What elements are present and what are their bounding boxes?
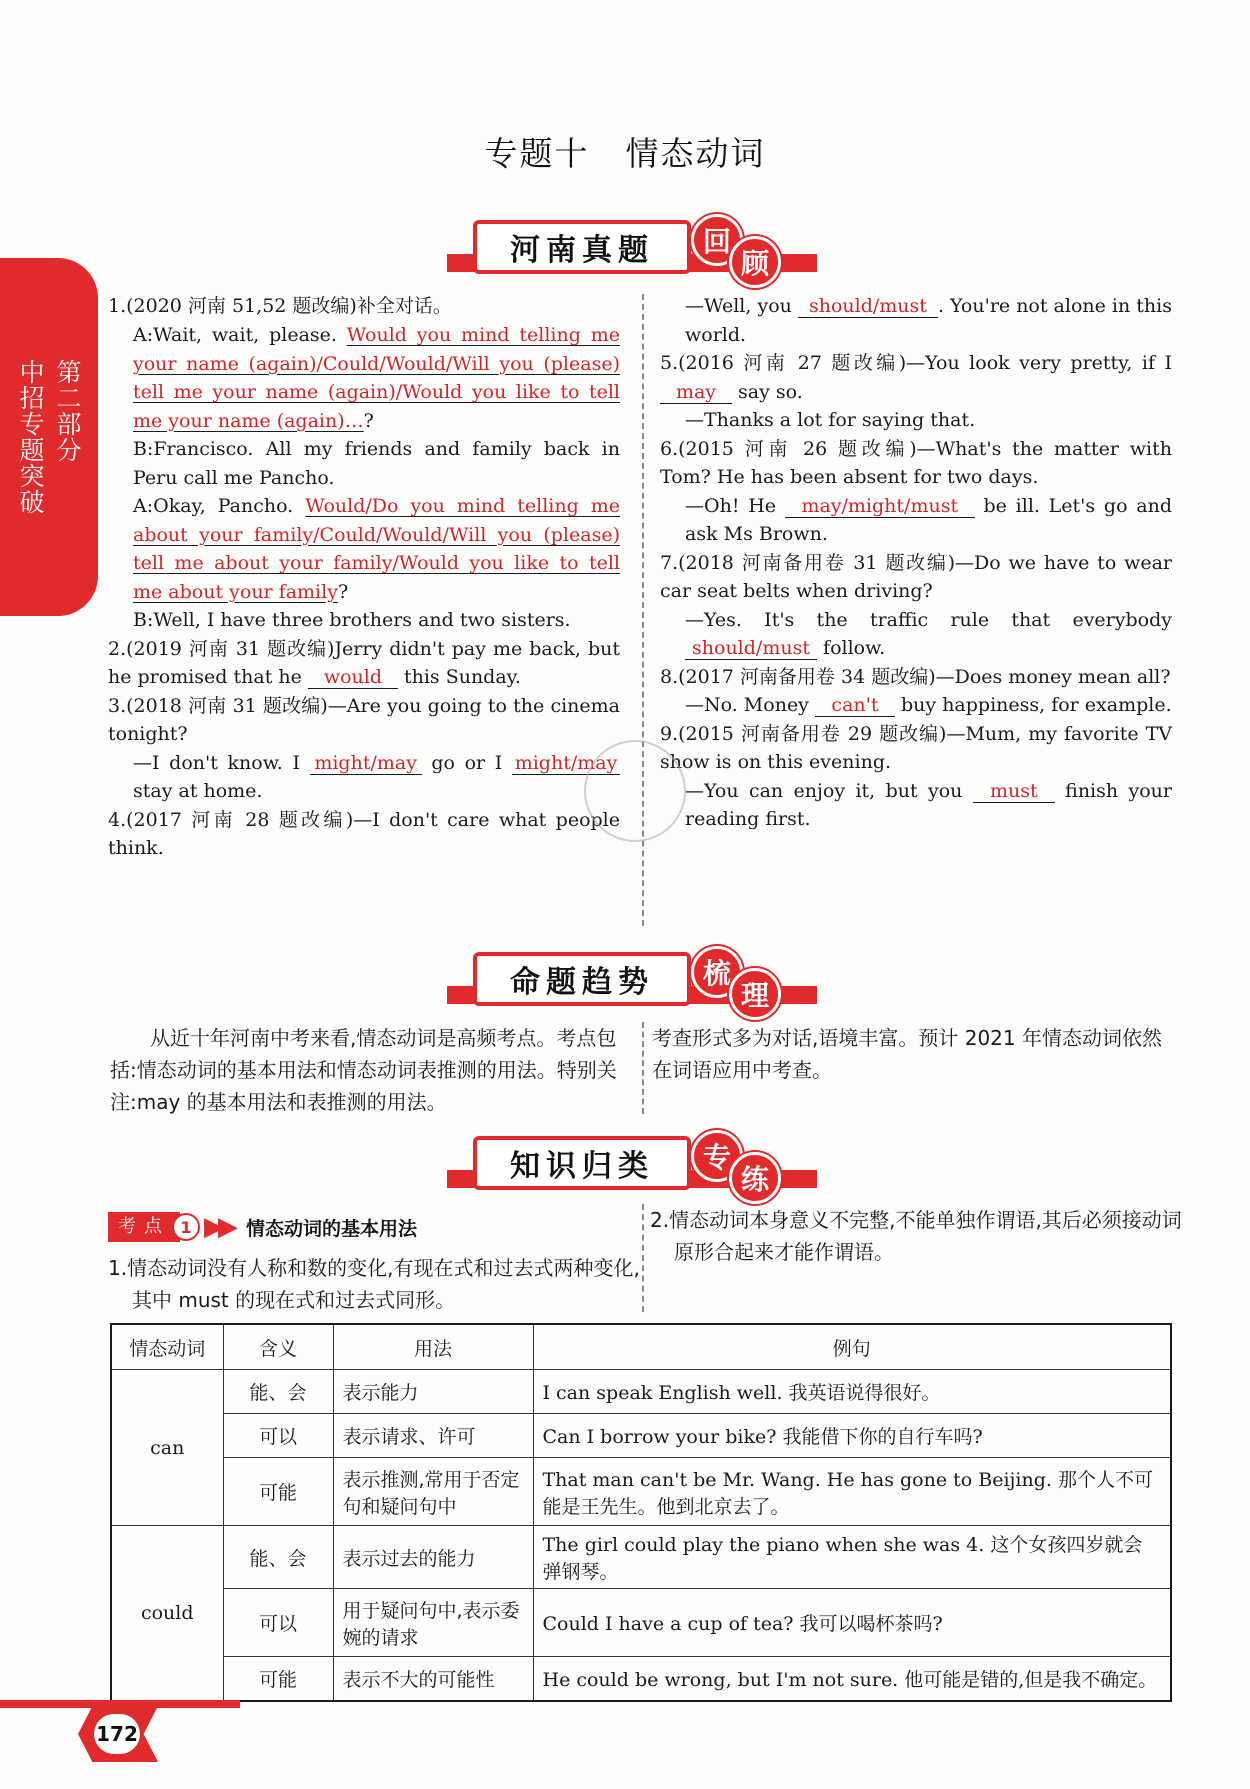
q1-a2 xyxy=(108,492,620,606)
header-verb: 情态动词 xyxy=(111,1324,223,1370)
q5-text: 5.(2016 河南 27 题改编)—You look very pretty, if I xyxy=(660,352,1172,374)
q1-a1-end: ? xyxy=(363,409,374,432)
trend-right: 考查形式多为对话,语境丰富。预计 2021 年情态动词依然在词语应用中考查。 xyxy=(652,1026,1162,1082)
table-row xyxy=(111,1657,1171,1701)
table-row xyxy=(111,1458,1171,1526)
q5-reply: —Thanks a lot for saying that. xyxy=(685,409,976,431)
q8-answer: can't xyxy=(815,694,895,717)
kaodian-number: 1 xyxy=(172,1213,200,1241)
q4-answer: should/must xyxy=(798,295,938,318)
header-example: 例句 xyxy=(533,1324,1171,1370)
kaodian-badge xyxy=(108,1212,417,1242)
q8: 8.(2017 河南备用卷 34 题改编)—Does money mean all? xyxy=(660,665,1171,688)
header-usage: 用法 xyxy=(333,1324,533,1370)
q5 xyxy=(660,349,1172,406)
kaodian-point-1: 1.情态动词没有人称和数的变化,有现在式和过去式两种变化,其中 must 的现在式和过去式同形。 xyxy=(108,1256,640,1312)
q1-a1-answer: Would you mind telling me your name (again)/Could/Would/Will you (please) tell me your name (again)/Would you like to tell me your name (again)… xyxy=(133,324,620,432)
q9-reply-text: —You can enjoy it, but you xyxy=(685,779,963,802)
q4-head: 4.(2017 河南 28 题改编)—I don't care what people think. xyxy=(108,808,620,859)
watermark-stamp xyxy=(584,740,686,842)
page-number-badge xyxy=(78,1706,158,1762)
q9-answer: must xyxy=(973,780,1055,803)
row-example: The girl could play the piano when she was 4. 这个女孩四岁就会弹钢琴。 xyxy=(533,1526,1171,1589)
kaodian-title: 情态动词的基本用法 xyxy=(246,1217,418,1240)
header-meaning: 含义 xyxy=(223,1324,333,1370)
q3-end: stay at home. xyxy=(133,780,263,802)
banner-circle-2: 理 xyxy=(729,968,781,1020)
side-tab-part: 第二部分 xyxy=(53,359,82,463)
verb-could: could xyxy=(111,1526,223,1701)
q5-end: say so. xyxy=(738,380,803,403)
table-header-row xyxy=(111,1324,1171,1370)
banner-trend xyxy=(447,946,817,1010)
q1-b2: B:Well, I have three brothers and two sisters. xyxy=(133,609,571,631)
kaodian-label: 考点 xyxy=(108,1212,180,1242)
row-example: That man can't be Mr. Wang. He has gone to Beijing. 那个人不可能是王先生。他到北京去了。 xyxy=(533,1458,1171,1526)
row-usage: 表示推测,常用于否定句和疑问句中 xyxy=(333,1458,533,1526)
q3-mid: go or I xyxy=(431,751,503,774)
table-row xyxy=(111,1589,1171,1657)
questions-left xyxy=(108,292,620,863)
q2-text: 2.(2019 河南 31 题改编)Jerry didn't pay me back, but he promised that he xyxy=(108,637,620,688)
q2 xyxy=(108,635,620,692)
trend-left: 从近十年河南中考来看,情态动词是高频考点。考点包括:情态动词的基本用法和情态动词表推测的用法。特别关注:may 的基本用法和表推测的用法。 xyxy=(110,1026,617,1114)
column-divider xyxy=(642,1022,644,1114)
banner-circle-2: 顾 xyxy=(729,236,781,288)
q8-reply-text: —No. Money xyxy=(685,694,809,716)
q7-answer: should/must xyxy=(685,637,817,660)
q1-a1-text: A:Wait, wait, please. xyxy=(133,324,337,346)
q6-reply-text: —Oh! He xyxy=(685,494,777,517)
page-title xyxy=(0,128,1250,175)
double-arrow-icon: ▶▶ xyxy=(204,1212,232,1242)
q3-reply xyxy=(108,749,620,806)
row-meaning: 可以 xyxy=(223,1414,333,1458)
banner-circle-1: 回 xyxy=(691,214,743,266)
q7-end: follow. xyxy=(823,637,886,659)
side-tab-title: 中招专题突破 xyxy=(16,359,45,515)
row-example: Could I have a cup of tea? 我可以喝杯茶吗? xyxy=(533,1589,1171,1657)
banner-circle-1: 专 xyxy=(691,1130,743,1182)
row-meaning: 可以 xyxy=(223,1589,333,1657)
banner-circle-1: 梳 xyxy=(691,946,743,998)
q2-end: this Sunday. xyxy=(403,666,521,688)
q3: 3.(2018 河南 31 题改编)—Are you going to the cinema tonight? xyxy=(108,694,620,745)
q8-reply xyxy=(660,691,1172,720)
row-usage: 表示请求、许可 xyxy=(333,1414,533,1458)
row-meaning: 可能 xyxy=(223,1657,333,1701)
q8-end: buy happiness, for example. xyxy=(901,694,1172,716)
row-usage: 用于疑问句中,表示委婉的请求 xyxy=(333,1589,533,1657)
topic-number: 专题十 xyxy=(484,134,590,173)
row-example: He could be wrong, but I'm not sure. 他可能是错的,但是我不确定。 xyxy=(533,1657,1171,1701)
banner-review xyxy=(447,214,817,278)
topic-name: 情态动词 xyxy=(625,134,766,173)
banner-label: 河南真题 xyxy=(473,220,691,274)
row-meaning: 能、会 xyxy=(223,1526,333,1589)
banner-label: 知识归类 xyxy=(473,1136,691,1190)
row-example: Can I borrow your bike? 我能借下你的自行车吗? xyxy=(533,1414,1171,1458)
banner-circle-2: 练 xyxy=(729,1152,781,1204)
q6-reply xyxy=(660,492,1172,549)
row-usage: 表示不大的可能性 xyxy=(333,1657,533,1701)
q1-a2-text: A:Okay, Pancho. xyxy=(133,495,294,517)
table-row xyxy=(111,1414,1171,1458)
q1-a1 xyxy=(108,321,620,435)
row-usage: 表示能力 xyxy=(333,1370,533,1414)
q7: 7.(2018 河南备用卷 31 题改编)—Do we have to wear car seat belts when driving? xyxy=(660,551,1172,602)
q4-reply xyxy=(660,292,1172,349)
page-number: 172 xyxy=(94,1714,140,1754)
q1-b1: B:Francisco. All my friends and family back in Peru call me Pancho. xyxy=(133,438,620,489)
q7-reply xyxy=(660,606,1172,663)
side-tab xyxy=(0,258,98,616)
row-example: I can speak English well. 我英语说得很好。 xyxy=(533,1370,1171,1414)
questions-right xyxy=(660,292,1172,834)
q3-reply-text: —I don't know. I xyxy=(133,751,300,774)
q4-reply-text: —Well, you xyxy=(685,295,792,317)
q9: 9.(2015 河南备用卷 29 题改编)—Mum, my favorite TV show is on this evening. xyxy=(660,722,1172,773)
q3-answer-2: might/may xyxy=(512,752,620,775)
modal-verb-table xyxy=(110,1323,1172,1702)
q1-a2-answer: Would/Do you mind telling me about your family/Could/Would/Will you (please) tell me about your family/Would you like to tell me about your family xyxy=(133,495,620,603)
row-meaning: 可能 xyxy=(223,1458,333,1526)
q3-answer-1: might/may xyxy=(310,752,422,775)
banner-classify xyxy=(447,1130,817,1194)
q1-head: 1.(2020 河南 51,52 题改编)补全对话。 xyxy=(108,295,452,317)
banner-label: 命题趋势 xyxy=(473,952,691,1006)
q9-reply xyxy=(660,777,1172,834)
row-usage: 表示过去的能力 xyxy=(333,1526,533,1589)
q2-answer: would xyxy=(308,666,398,689)
q1-a2-end: ? xyxy=(337,580,349,603)
table-row xyxy=(111,1370,1171,1414)
table-row xyxy=(111,1526,1171,1589)
q5-answer: may xyxy=(660,381,732,404)
q7-reply-text: —Yes. It's the traffic rule that everybody xyxy=(685,608,1172,631)
q6: 6.(2015 河南 26 题改编)—What's the matter with Tom? He has been absent for two days. xyxy=(660,437,1172,488)
q6-answer: may/might/must xyxy=(785,495,975,518)
q4-end: . You're not alone in this world. xyxy=(685,295,1172,346)
q6-end: be ill. Let's go and ask Ms Brown. xyxy=(685,494,1172,545)
verb-can: can xyxy=(111,1370,223,1526)
row-meaning: 能、会 xyxy=(223,1370,333,1414)
kaodian-point-2: 2.情态动词本身意义不完整,不能单独作谓语,其后必须接动词原形合起来才能作谓语。 xyxy=(650,1208,1182,1264)
q9-end: finish your reading first. xyxy=(685,779,1172,830)
